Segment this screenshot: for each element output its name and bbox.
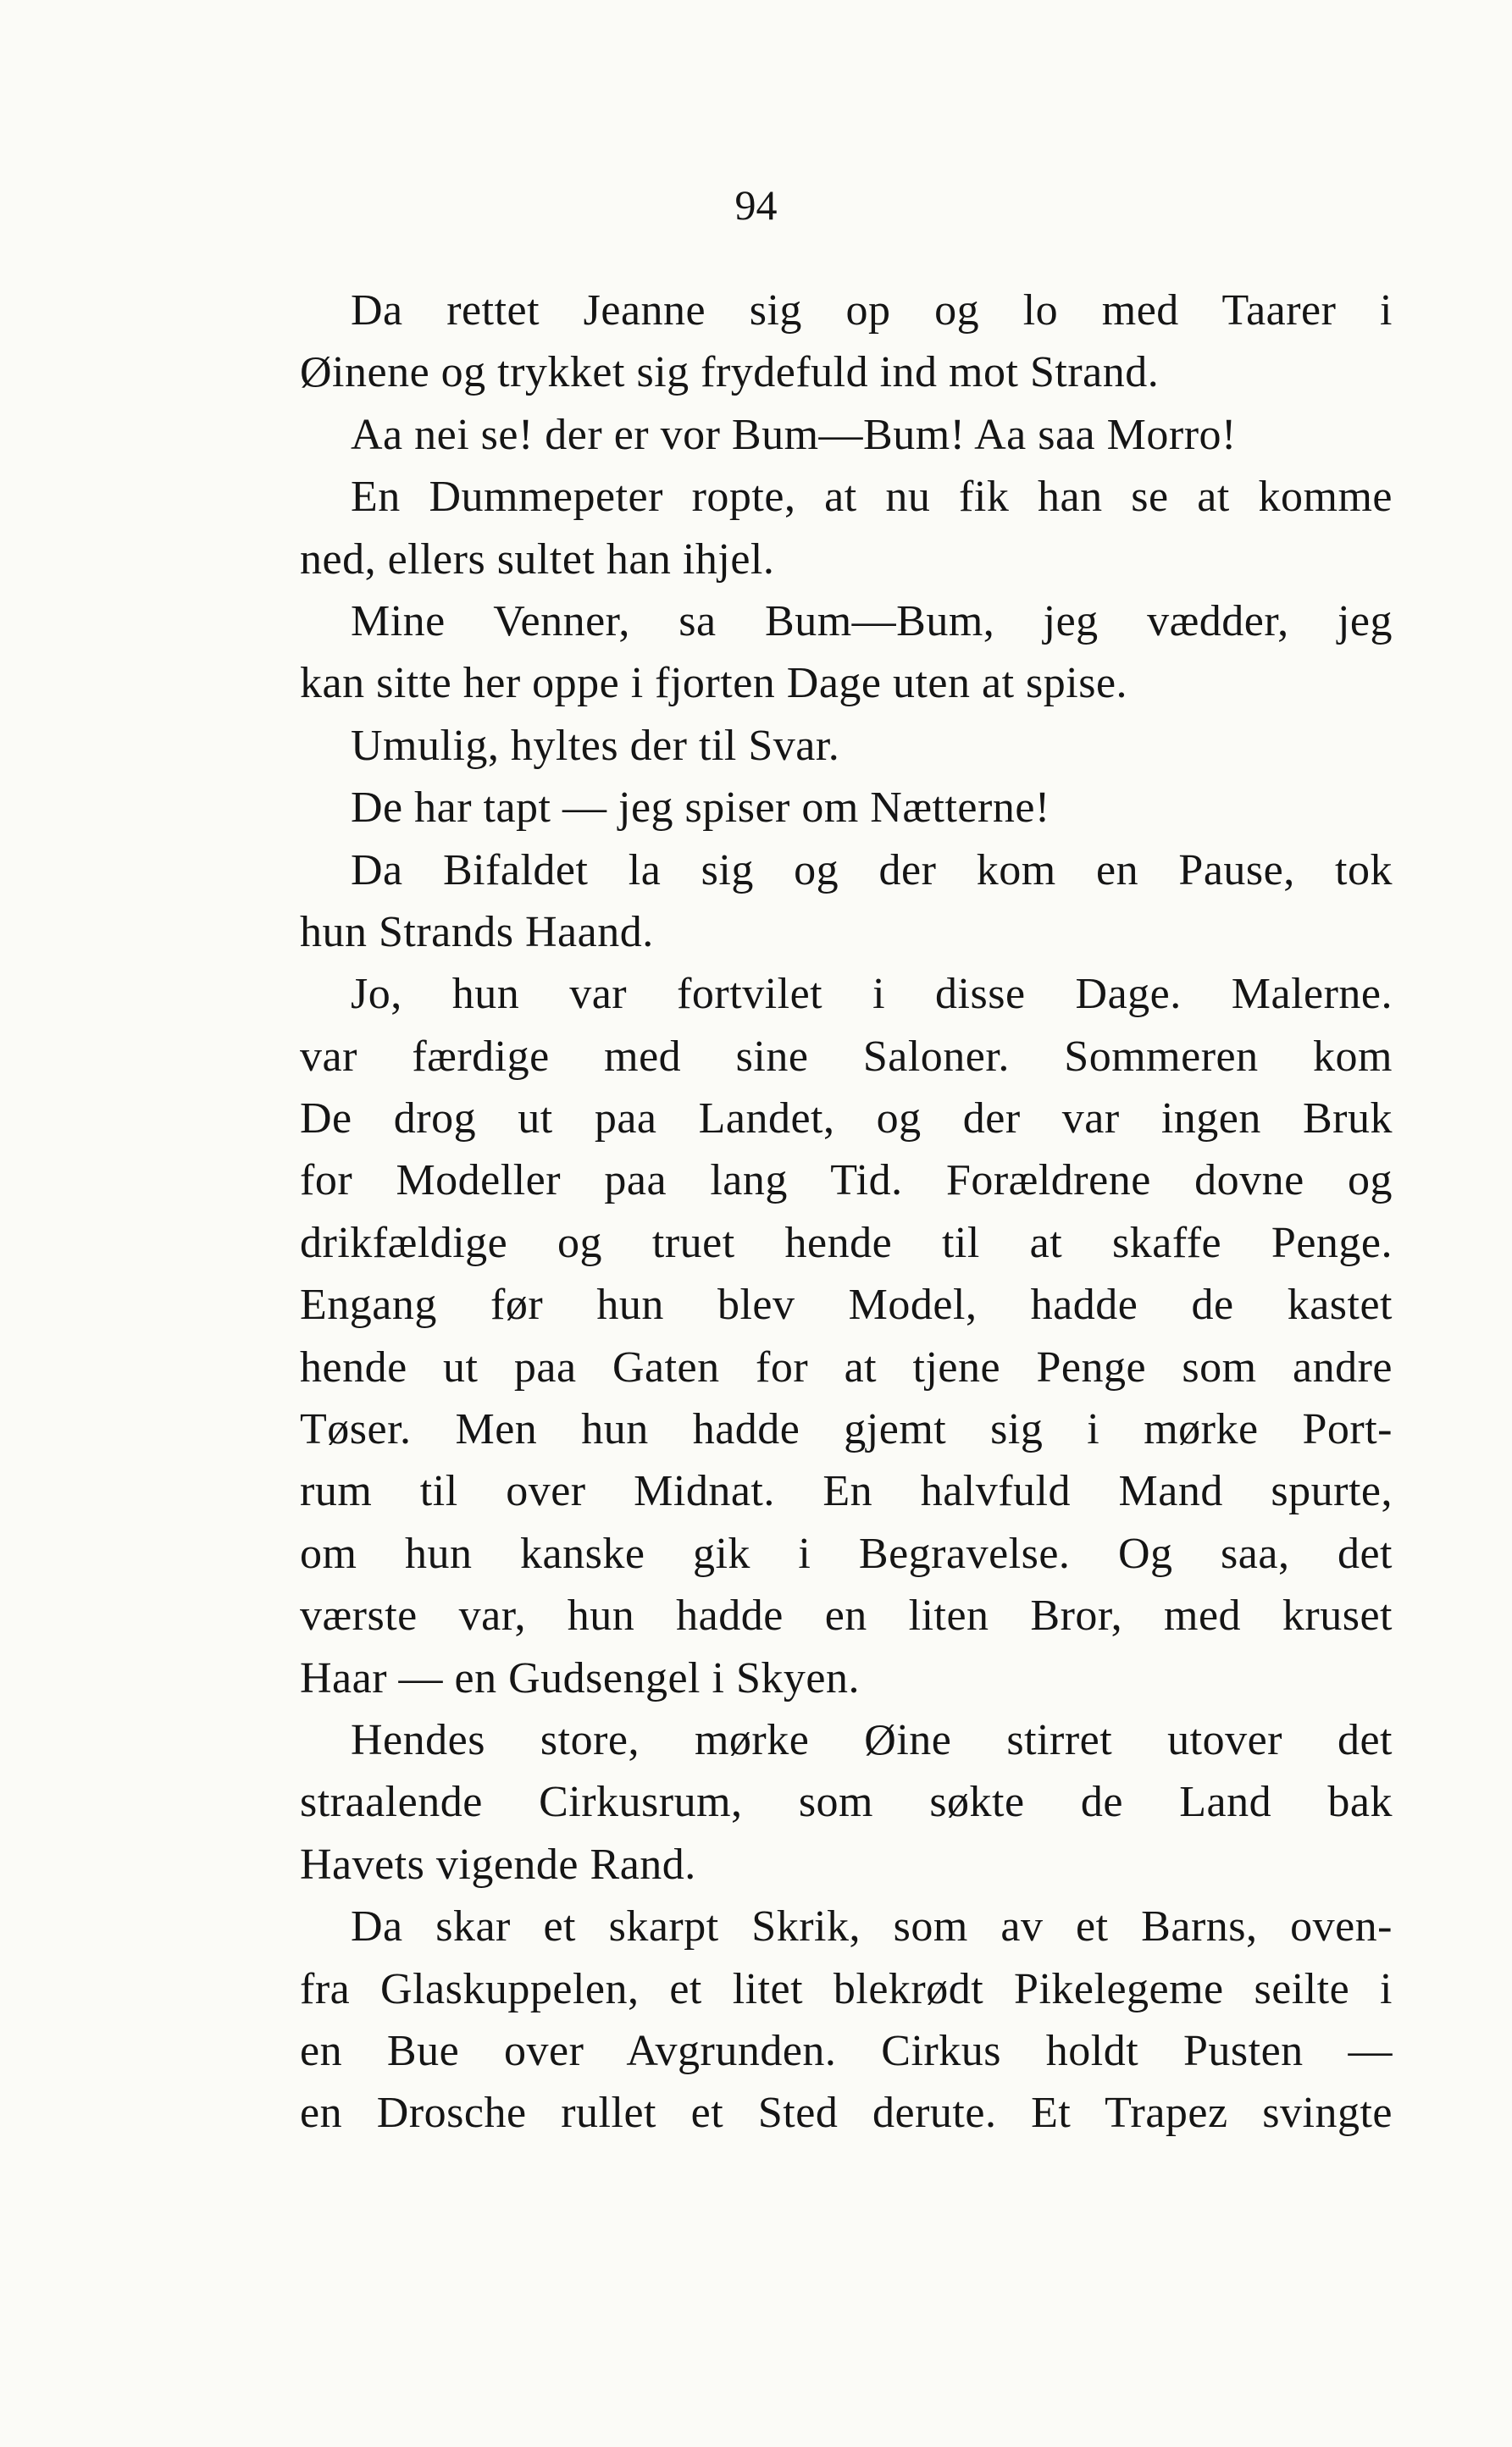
text-line: rum til over Midnat. En halvfuld Mand spurte, [300,1467,1393,1516]
text-line: Havets vigende Rand. [300,1840,696,1889]
text-line: Engang før hun blev Model, hadde de kastet [300,1281,1393,1330]
text-line: De har tapt — jeg spiser om Nætterne! [351,783,1050,833]
text-line: Jo, hun var fortvilet i disse Dage. Malerne. [351,970,1393,1019]
text-line: om hun kanske gik i Begravelse. Og saa, det [300,1529,1393,1578]
text-line: hun Strands Haand. [300,907,654,956]
text-line: Da rettet Jeanne sig op og lo med Taarer i [351,286,1393,335]
text-line: var færdige med sine Saloner. Sommeren kom [300,1032,1393,1081]
text-line: kan sitte her oppe i fjorten Dage uten at spise. [300,659,1128,708]
text-line: Mine Venner, sa Bum—Bum, jeg vædder, jeg [351,596,1393,645]
text-line: ned, ellers sultet han ihjel. [300,534,775,584]
text-line: Da skar et skarpt Skrik, som av et Barns, oven- [351,1902,1393,1952]
text-line: Tøser. Men hun hadde gjemt sig i mørke Port- [300,1405,1393,1454]
text-line: En Dummepeter ropte, at nu fik han se at komme [351,473,1393,522]
text-line: en Bue over Avgrunden. Cirkus holdt Pusten — [300,2026,1393,2075]
text-line: Da Bifaldet la sig og der kom en Pause, tok [351,845,1393,894]
text-line: en Drosche rullet et Sted derute. Et Trapez svingte [300,2089,1393,2138]
text-line: fra Glaskuppelen, et litet blekrødt Pikelegeme seilte i [300,1964,1393,2013]
text-line: værste var, hun hadde en liten Bror, med kruset [300,1592,1393,1641]
text-line: De drog ut paa Landet, og der var ingen Bruk [300,1094,1393,1143]
text-line: hende ut paa Gaten for at tjene Penge som andre [300,1343,1393,1392]
body-text [300,280,1393,2145]
text-line: Øinene og trykket sig frydefuld ind mot Strand. [300,348,1160,397]
text-line: Haar — en Gudsengel i Skyen. [300,1653,860,1702]
text-line: Umulig, hyltes der til Svar. [351,721,840,770]
text-line: drikfældige og truet hende til at skaffe Penge. [300,1218,1393,1267]
text-line: Aa nei se! der er vor Bum—Bum! Aa saa Morro! [351,410,1237,459]
text-line: straalende Cirkusrum, som søkte de Land bak [300,1778,1393,1827]
text-line: for Modeller paa lang Tid. Forældrene dovne og [300,1156,1393,1205]
page-number: 94 [734,181,778,229]
text-line: Hendes store, mørke Øine stirret utover det [351,1715,1393,1764]
